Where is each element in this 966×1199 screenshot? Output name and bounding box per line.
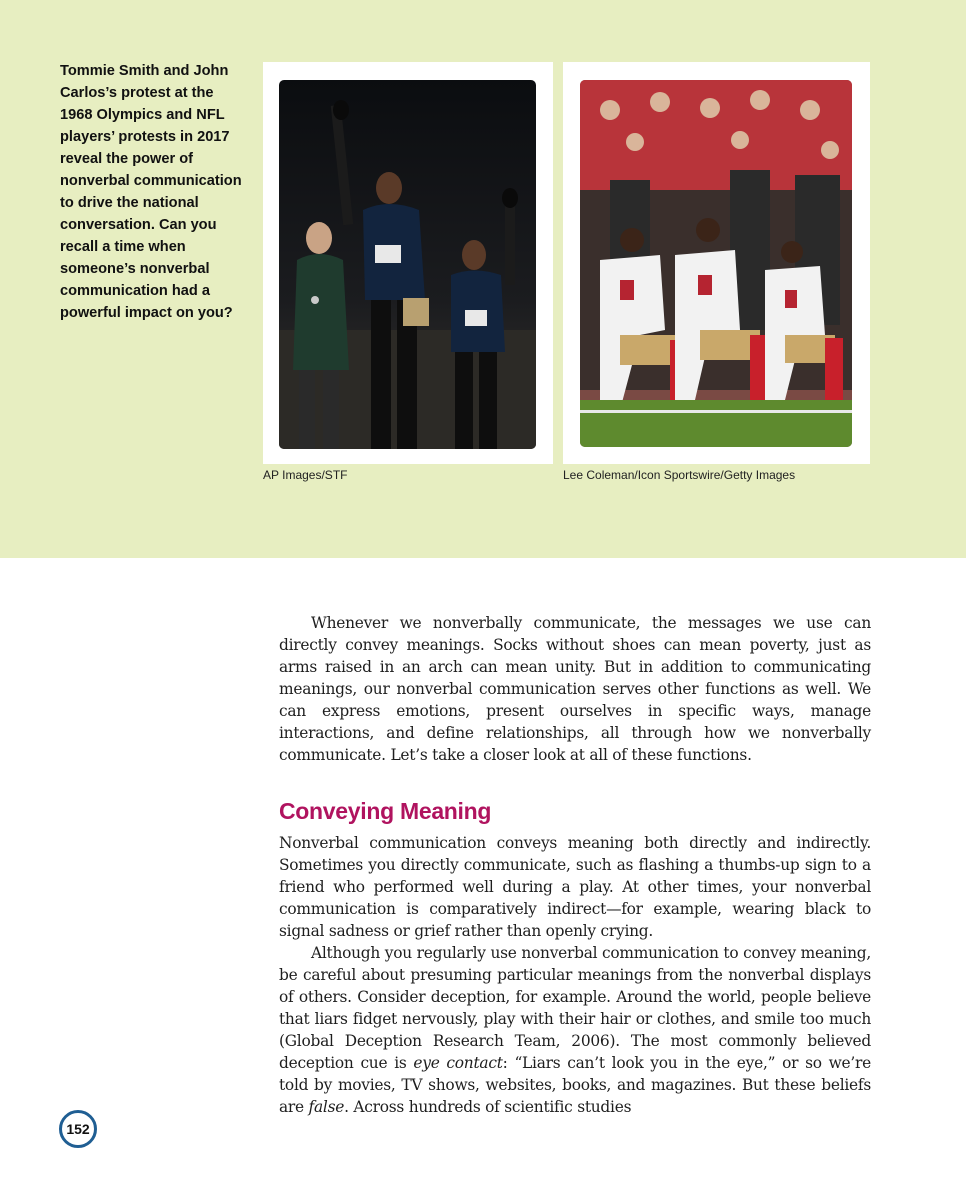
section-paragraph-2 [279, 942, 871, 1118]
photo-credit-2: Lee Coleman/Icon Sportswire/Getty Images [563, 468, 796, 482]
figure-caption: Tommie Smith and John Carlos’s protest at the 1968 Olympics and NFL players’ protests in 2017 reveal the power of nonverbal communication to drive the national conversation. Can you recall a time when someone’s nonverbal communication had a powerful impact on you? [60, 63, 242, 321]
emphasis-false: false [308, 1098, 345, 1116]
page-number: 152 [59, 1110, 97, 1148]
section-heading: Conveying Meaning [279, 798, 492, 824]
paragraph-text-part: . Across hundreds of scientific studies [344, 1098, 632, 1116]
photo-credit-1: AP Images/STF [263, 468, 348, 482]
paragraph-text-part: Although you regularly use nonverbal communication to convey meaning, be careful about presuming particular meanings from the nonverbal displays of others. Consider deception, for example. Around the world, people believe that liars fidget nervously, play with their hair or clothes, and smile too much (Global Deception Research Team, 2006). The most commonly believed deception cue is [279, 944, 871, 1072]
section-paragraph-1: Nonverbal communication conveys meaning both directly and indirectly. Sometimes you directly communicate, such as flashing a thumbs-up sign to a friend who performed well during a play. At other times, your nonverbal communication is comparatively indirect—for example, wearing black to signal sadness or grief rather than openly crying. [279, 834, 871, 940]
emphasis-eye-contact: eye contact [413, 1054, 503, 1072]
photo-olympics-protest [279, 80, 536, 449]
paragraph-text-part: : “Liars can’t look you in the eye,” or so we’re told by movies, TV shows, websites, books, and magazines. But these beliefs are [279, 1054, 871, 1116]
intro-paragraph: Whenever we nonverbally communicate, the messages we use can directly convey meanings. Socks without shoes can mean poverty, just as arms raised in an arch can mean unity. But in addition to communicating meanings, our nonverbal communication serves other functions as well. We can express emotions, present ourselves in specific ways, manage interactions, and define relationships, all through how we nonverbally communicate. Let’s take a closer look at all of these functions. [279, 614, 871, 764]
photo-frame-nfl [563, 62, 870, 464]
photo-frame-olympics [263, 62, 553, 464]
photo-nfl-kneeling [580, 80, 852, 447]
